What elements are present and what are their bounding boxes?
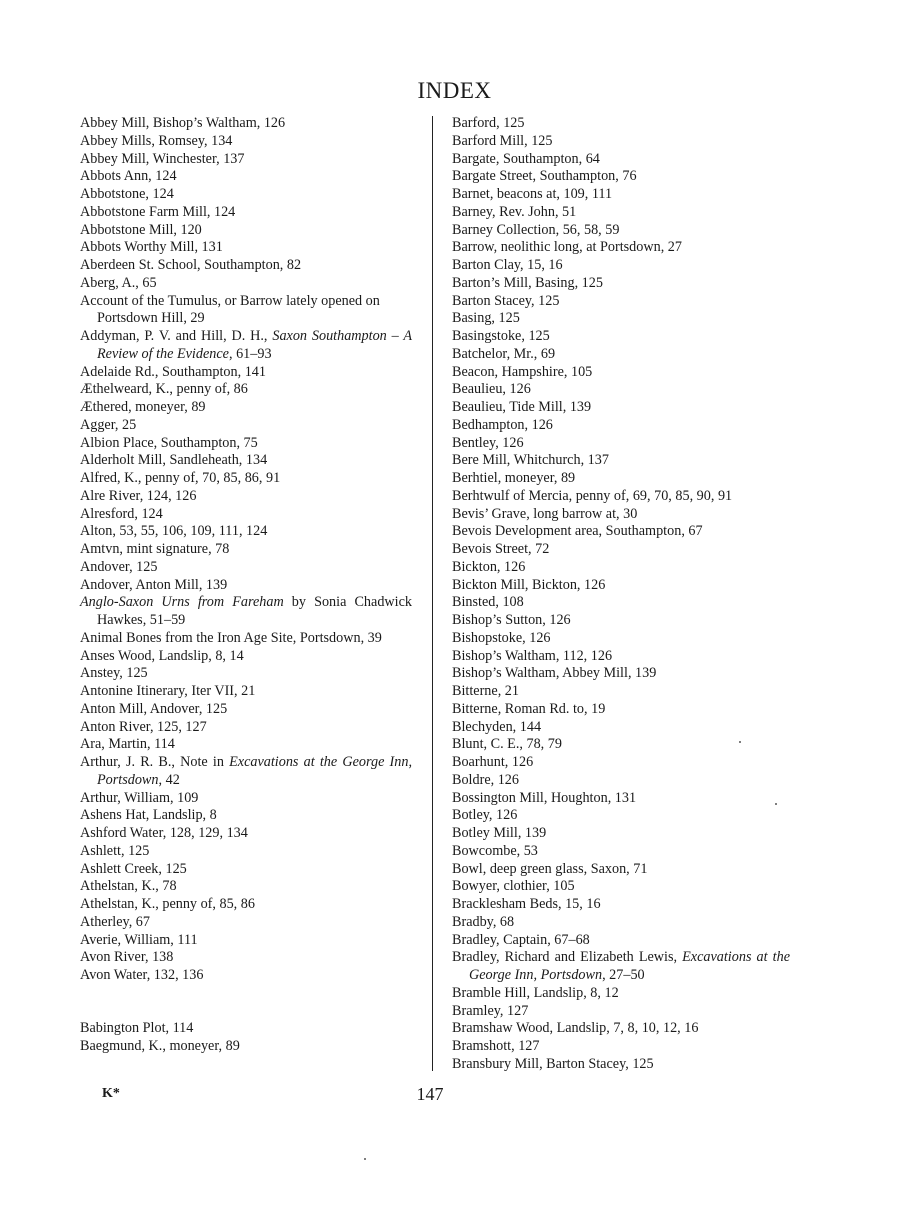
index-entry: Andover, Anton Mill, 139 (80, 576, 228, 593)
index-entry: Beaulieu, Tide Mill, 139 (452, 399, 592, 415)
index-entry: Atherley, 67 (80, 913, 150, 930)
scan-speck (364, 1158, 366, 1160)
index-entry: Arthur, William, 109 (80, 789, 199, 806)
index-entry: Alresford, 124 (80, 505, 163, 522)
index-entry: Æthelweard, K., penny of, 86 (80, 381, 248, 398)
index-entry: Bitterne, Roman Rd. to, 19 (452, 700, 606, 717)
index-entry: Batchelor, Mr., 69 (452, 345, 556, 362)
index-entry: Berhtwulf of Mercia, penny of, 69, 70, 85, 90, 91 (452, 487, 733, 504)
index-entry: Abbey Mills, Romsey, 134 (80, 132, 233, 149)
index-entry: Binsted, 108 (452, 594, 524, 611)
scan-speck (775, 803, 777, 805)
index-entry: Æthered, moneyer, 89 (80, 399, 206, 415)
index-entry: Bargate Street, Southampton, 76 (452, 168, 637, 185)
entry-title-italic: Excavations at the George Inn, Portsdown (469, 949, 790, 983)
index-entry: Amtvn, mint signature, 78 (80, 541, 230, 557)
index-entry: Blechyden, 144 (452, 718, 542, 735)
page-title: INDEX (417, 78, 492, 103)
index-entry (80, 328, 412, 364)
index-entry: Abbey Mill, Bishop’s Waltham, 126 (80, 115, 286, 131)
index-entry: Bargate, Southampton, 64 (452, 150, 600, 167)
index-entry: Alfred, K., penny of, 70, 85, 86, 91 (80, 470, 281, 486)
index-entry: Bishop’s Waltham, Abbey Mill, 139 (452, 665, 657, 682)
index-entry: Bere Mill, Whitchurch, 137 (452, 452, 609, 469)
index-entry: Anton River, 125, 127 (80, 718, 207, 735)
index-entry: Aberdeen St. School, Southampton, 82 (80, 257, 302, 273)
entry-text: by Sonia Chadwick Hawkes, 51–59 (97, 594, 412, 628)
entry-text: , 27–50 (602, 967, 645, 983)
index-entry: Abbotstone, 124 (80, 186, 174, 202)
index-entry: Bishop’s Waltham, 112, 126 (452, 647, 613, 664)
index-entry: Bransbury Mill, Barton Stacey, 125 (452, 1055, 654, 1072)
index-entry: Anton Mill, Andover, 125 (80, 700, 228, 717)
scan-speck (739, 741, 741, 743)
index-entry: Alre River, 124, 126 (80, 487, 197, 504)
index-entry: Andover, 125 (80, 558, 158, 575)
index-column-left (80, 115, 412, 1055)
index-entry: Bracklesham Beds, 15, 16 (452, 896, 601, 912)
index-entry: Barney Collection, 56, 58, 59 (452, 221, 620, 238)
index-entry: Bedhampton, 126 (452, 416, 553, 433)
index-entry: Bishopstoke, 126 (452, 629, 551, 646)
entry-text: Arthur, J. R. B., Note in (80, 754, 230, 770)
index-entry: Beacon, Hampshire, 105 (452, 363, 593, 380)
entry-text: Bradley, Richard and Elizabeth Lewis, (452, 949, 683, 966)
index-entry: Albion Place, Southampton, 75 (80, 434, 258, 451)
index-entry: Barford Mill, 125 (452, 132, 553, 149)
index-entry: Bevois Street, 72 (452, 541, 550, 557)
index-entry: Bentley, 126 (452, 434, 524, 451)
index-entry: Bradley, Captain, 67–68 (452, 931, 590, 948)
index-entry: Adelaide Rd., Southampton, 141 (80, 363, 266, 380)
index-entry: Athelstan, K., penny of, 85, 86 (80, 896, 255, 912)
index-entry: Anses Wood, Landslip, 8, 14 (80, 647, 244, 664)
index-entry: Alton, 53, 55, 106, 109, 111, 124 (80, 523, 268, 540)
index-entry: Athelstan, K., 78 (80, 878, 177, 895)
index-entry: Abbotstone Mill, 120 (80, 221, 202, 238)
index-entry: Abbotstone Farm Mill, 124 (80, 203, 236, 220)
entry-title-italic: Saxon Southampton – A Review of the Evidence (97, 328, 412, 362)
index-entry: Aberg, A., 65 (80, 274, 157, 291)
index-entry: Barford, 125 (452, 115, 525, 131)
index-entry: Bowcombe, 53 (452, 842, 538, 859)
index-entry: Anstey, 125 (80, 665, 148, 682)
entry-text: , 61–93 (228, 345, 272, 362)
index-entry: Bramble Hill, Landslip, 8, 12 (452, 984, 619, 1001)
index-entry: Boarhunt, 126 (452, 754, 534, 770)
index-entry: Ashens Hat, Landslip, 8 (80, 807, 217, 824)
index-entry: Basing, 125 (452, 310, 520, 327)
index-entry: Ashlett Creek, 125 (80, 860, 187, 877)
index-entry: Berhtiel, moneyer, 89 (452, 470, 576, 486)
index-entry: Bickton, 126 (452, 558, 526, 575)
index-entry: Bevois Development area, Southampton, 67 (452, 523, 703, 540)
index-entry: Abbots Worthy Mill, 131 (80, 239, 223, 256)
entry-text: Addyman, P. V. and Hill, D. H., (80, 328, 273, 344)
index-entry: Bramley, 127 (452, 1002, 529, 1019)
index-entry: Bishop’s Sutton, 126 (452, 612, 571, 628)
index-entry: Bevis’ Grave, long barrow at, 30 (452, 505, 638, 522)
index-entry: Barton’s Mill, Basing, 125 (452, 274, 603, 291)
index-entry: Animal Bones from the Iron Age Site, Portsdown, 39 (80, 629, 382, 646)
index-entry: Botley Mill, 139 (452, 825, 547, 841)
index-entry: Abbots Ann, 124 (80, 168, 177, 185)
index-entry: Botley, 126 (452, 807, 518, 824)
index-entry: Averie, William, 111 (80, 931, 198, 948)
index-entry: Bowl, deep green glass, Saxon, 71 (452, 860, 648, 877)
index-entry: Bowyer, clothier, 105 (452, 878, 575, 895)
column-divider (432, 116, 433, 1071)
entry-title-italic: Anglo-Saxon Urns from Fareham (80, 594, 284, 611)
index-entry: Bradby, 68 (452, 913, 515, 930)
page-number: 147 (416, 1084, 444, 1104)
index-entry: Antonine Itinerary, Iter VII, 21 (80, 683, 256, 699)
index-entry: Avon River, 138 (80, 949, 174, 966)
index-entry: Ashlett, 125 (80, 842, 150, 859)
index-entry: Barton Stacey, 125 (452, 292, 560, 309)
index-entry: Bossington Mill, Houghton, 131 (452, 789, 637, 806)
index-entry: Baegmund, K., moneyer, 89 (80, 1037, 240, 1054)
index-entry: Boldre, 126 (452, 771, 519, 788)
index-entry (80, 754, 412, 790)
index-entry: Alderholt Mill, Sandleheath, 134 (80, 452, 268, 469)
index-entry: Bramshaw Wood, Landslip, 7, 8, 10, 12, 16 (452, 1020, 699, 1037)
index-entry: Ashford Water, 128, 129, 134 (80, 825, 248, 841)
index-entry: Ara, Martin, 114 (80, 736, 175, 753)
signature-mark: K* (102, 1086, 120, 1101)
index-entry: Beaulieu, 126 (452, 381, 531, 398)
index-entry: Barnet, beacons at, 109, 111 (452, 186, 613, 202)
index-entry: Avon Water, 132, 136 (80, 967, 204, 983)
index-entry: Basingstoke, 125 (452, 328, 550, 344)
entry-title-italic: Excavations at the George Inn, Portsdown (97, 754, 412, 788)
index-column-right (452, 115, 790, 1074)
index-entry: Account of the Tumulus, or Barrow lately opened on Portsdown Hill, 29 (80, 292, 380, 327)
index-entry: Babington Plot, 114 (80, 1019, 194, 1036)
index-entry: Bickton Mill, Bickton, 126 (452, 576, 606, 593)
index-entry: Abbey Mill, Winchester, 137 (80, 150, 245, 167)
index-entry: Agger, 25 (80, 416, 137, 433)
index-entry: Barrow, neolithic long, at Portsdown, 27 (452, 239, 682, 256)
index-entry (80, 594, 412, 630)
index-entry: Barney, Rev. John, 51 (452, 203, 577, 220)
entry-text: , 42 (158, 771, 180, 788)
index-entry: Barton Clay, 15, 16 (452, 257, 563, 273)
index-entry: Blunt, C. E., 78, 79 (452, 736, 562, 753)
index-entry (452, 949, 790, 985)
index-entry: Bitterne, 21 (452, 683, 519, 699)
index-entry: Bramshott, 127 (452, 1038, 540, 1054)
